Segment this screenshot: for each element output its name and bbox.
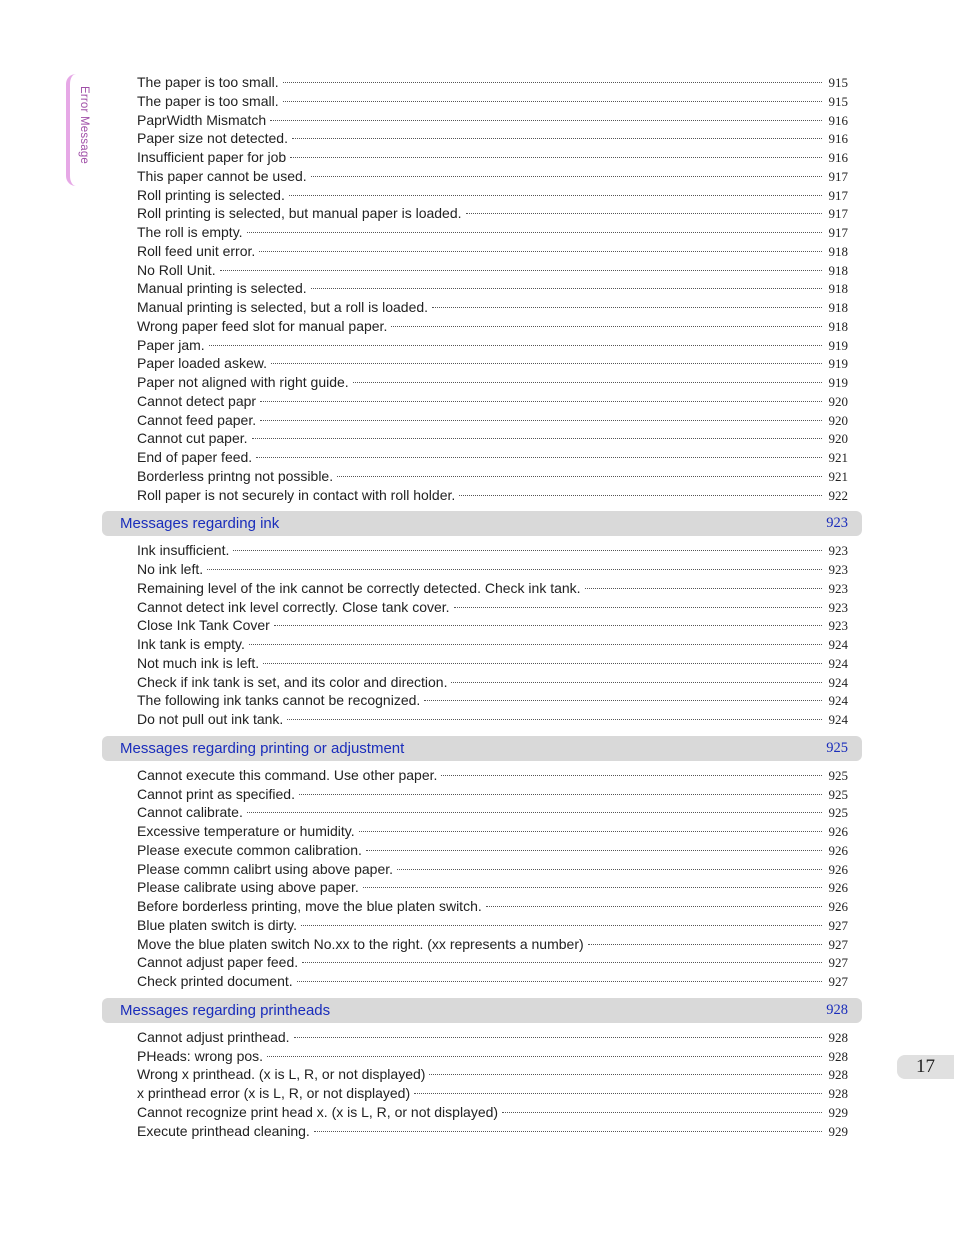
dot-leader (271, 363, 822, 364)
dot-leader (260, 420, 822, 421)
toc-entry[interactable] (102, 223, 862, 242)
dot-leader (297, 981, 822, 982)
entry-page: 919 (828, 337, 848, 353)
section-page: 923 (826, 515, 848, 532)
entry-title: Insufficient paper for job (137, 149, 287, 165)
toc-entry[interactable] (102, 953, 862, 972)
dot-leader (366, 850, 822, 851)
toc-entry[interactable] (102, 373, 862, 392)
toc-entry[interactable] (102, 336, 862, 355)
dot-leader (220, 270, 822, 271)
entry-page: 917 (828, 168, 848, 184)
dot-leader (274, 625, 822, 626)
dot-leader (252, 438, 822, 439)
entry-page: 918 (828, 281, 848, 297)
entry-page: 918 (828, 262, 848, 278)
entry-title: Cannot adjust paper feed. (137, 954, 299, 971)
entry-page: 918 (828, 243, 848, 259)
entry-page: 926 (828, 842, 848, 858)
table-of-contents (102, 73, 862, 1140)
side-tab-label: Error Message (78, 86, 90, 165)
section-title: Messages regarding ink (120, 515, 280, 533)
entry-title: Cannot print as specified. (137, 785, 295, 802)
entry-page: 921 (828, 468, 848, 484)
entry-title: Cannot cut paper. (137, 430, 248, 447)
entry-title: Please calibrate using above paper. (137, 879, 359, 896)
entry-page: 926 (828, 880, 848, 896)
entry-page: 915 (828, 75, 848, 90)
dot-leader (289, 195, 822, 196)
entry-title: Ink tank is empty. (137, 636, 245, 652)
dot-leader (299, 794, 822, 795)
dot-leader (454, 607, 822, 608)
dot-leader (302, 962, 822, 963)
entry-title: Cannot detect ink level correctly. Close tank cover. (137, 598, 450, 615)
entry-page: 927 (828, 936, 848, 952)
entry-page: 923 (828, 580, 848, 596)
toc-entry[interactable] (102, 298, 862, 317)
entry-page: 920 (828, 431, 848, 447)
entry-title: PaprWidth Mismatch (137, 111, 267, 128)
entry-title: Check printed document. (137, 973, 293, 989)
toc-entry[interactable] (102, 279, 862, 298)
entry-title: Cannot adjust printhead. (137, 1028, 290, 1045)
entry-page: 927 (828, 974, 848, 989)
entry-title: The following ink tanks cannot be recognized. (137, 692, 421, 709)
dot-leader (290, 157, 822, 158)
entry-title: Cannot detect papr (137, 392, 257, 409)
toc-entry[interactable] (102, 92, 862, 111)
entry-title: Paper loaded askew. (137, 355, 267, 372)
entry-page: 919 (828, 375, 848, 390)
toc-entry[interactable] (102, 803, 862, 822)
entry-page: 924 (828, 693, 848, 709)
entry-title: Borderless printng not possible. (137, 467, 334, 484)
dot-leader (207, 569, 822, 570)
toc-entry[interactable] (102, 541, 862, 560)
entry-title: No ink left. (137, 561, 204, 577)
dot-leader (233, 550, 822, 551)
dot-leader (209, 345, 822, 346)
entry-title: Close Ink Tank Cover (137, 617, 270, 634)
section-title: Messages regarding printheads (120, 1001, 331, 1019)
toc-entry[interactable] (102, 616, 862, 635)
dot-leader (259, 251, 822, 252)
toc-entry[interactable] (102, 916, 862, 935)
entry-title: Excessive temperature or humidity. (137, 823, 355, 839)
entry-page: 916 (828, 131, 848, 147)
dot-leader (337, 476, 822, 477)
entry-title: Before borderless printing, move the blue platen switch. (137, 898, 482, 914)
entry-title: Roll printing is selected. (137, 186, 285, 203)
toc-entry[interactable] (102, 486, 862, 505)
entry-title: Execute printhead cleaning. (137, 1122, 310, 1139)
dot-leader (585, 588, 822, 589)
toc-entry[interactable] (102, 822, 862, 841)
entry-page: 925 (828, 767, 848, 783)
entry-page: 918 (828, 318, 848, 334)
entry-page: 915 (828, 93, 848, 109)
entry-page: 916 (828, 112, 848, 128)
dot-leader (397, 869, 822, 870)
entry-title: Move the blue platen switch No.xx to the right. (xx represents a number) (137, 935, 584, 952)
entry-title: Roll paper is not securely in contact with roll holder. (137, 486, 456, 503)
entry-title: The roll is empty. (137, 224, 243, 240)
dot-leader (249, 644, 822, 645)
entry-title: No Roll Unit. (137, 261, 216, 278)
dot-leader (353, 382, 822, 383)
dot-leader (301, 925, 822, 926)
entry-title: Wrong x printhead. (x is L, R, or not displayed) (137, 1066, 426, 1083)
toc-entry[interactable] (102, 167, 862, 186)
dot-leader (260, 401, 822, 402)
dot-leader (588, 944, 822, 945)
toc-entry[interactable] (102, 204, 862, 223)
dot-leader (270, 120, 822, 121)
entry-page: 928 (828, 1086, 848, 1101)
dot-leader (451, 682, 822, 683)
entry-page: 927 (828, 955, 848, 971)
entry-title: Manual printing is selected. (137, 280, 307, 297)
entry-title: Roll printing is selected, but manual paper is loaded. (137, 205, 462, 222)
entry-page: 926 (828, 824, 848, 839)
entry-title: Paper size not detected. (137, 130, 288, 147)
entry-title: The paper is too small. (137, 74, 279, 90)
toc-entry[interactable] (102, 261, 862, 280)
entry-page: 919 (828, 356, 848, 372)
toc-entry[interactable] (102, 73, 862, 92)
toc-entry[interactable] (102, 186, 862, 205)
toc-entry[interactable] (102, 878, 862, 897)
toc-entry[interactable] (102, 972, 862, 991)
entry-title: Do not pull out ink tank. (137, 711, 284, 727)
entry-title: Remaining level of the ink cannot be correctly detected. Check ink tank. (137, 579, 581, 596)
toc-entry[interactable] (102, 579, 862, 598)
toc-entry[interactable] (102, 411, 862, 430)
entry-title: Paper not aligned with right guide. (137, 374, 349, 390)
toc-entry[interactable] (102, 148, 862, 167)
entry-page: 924 (828, 655, 848, 671)
dot-leader (459, 495, 822, 496)
section-page: 925 (826, 739, 848, 756)
dot-leader (414, 1093, 822, 1094)
toc-entry[interactable] (102, 766, 862, 785)
entry-title: Paper jam. (137, 336, 205, 353)
toc-entry[interactable] (102, 935, 862, 954)
dot-leader (287, 719, 822, 720)
dot-leader (432, 307, 822, 308)
dot-leader (283, 82, 822, 83)
entry-title: Blue platen switch is dirty. (137, 916, 298, 933)
entry-page: 928 (828, 1067, 848, 1083)
entry-title: The paper is too small. (137, 92, 279, 109)
toc-entry[interactable] (102, 392, 862, 411)
dot-leader (502, 1112, 822, 1113)
toc-entry[interactable] (102, 1103, 862, 1122)
entry-page: 928 (828, 1029, 848, 1045)
entry-title: This paper cannot be used. (137, 167, 307, 184)
dot-leader (294, 1037, 822, 1038)
entry-title: x printhead error (x is L, R, or not displayed) (137, 1085, 411, 1101)
toc-entry[interactable] (102, 710, 862, 729)
entry-page: 929 (828, 1104, 848, 1120)
toc-entry[interactable] (102, 129, 862, 148)
toc-entry[interactable] (102, 242, 862, 261)
entry-title: Cannot recognize print head x. (x is L, R, or not displayed) (137, 1103, 499, 1120)
dot-leader (391, 326, 822, 327)
entry-title: Please execute common calibration. (137, 841, 362, 858)
entry-title: Manual printing is selected, but a roll is loaded. (137, 299, 429, 315)
entry-page: 923 (828, 562, 848, 577)
page-number: 17 (897, 1055, 954, 1079)
entry-page: 925 (828, 786, 848, 802)
toc-entry[interactable] (102, 598, 862, 617)
entry-page: 922 (828, 487, 848, 503)
entry-page: 926 (828, 899, 848, 914)
toc-entry[interactable] (102, 897, 862, 916)
entry-page: 921 (828, 450, 848, 465)
dot-leader (311, 176, 822, 177)
dot-leader (363, 887, 822, 888)
entry-page: 926 (828, 861, 848, 877)
dot-leader (441, 775, 822, 776)
entry-page: 924 (828, 674, 848, 690)
dot-leader (314, 1131, 822, 1132)
entry-title: Check if ink tank is set, and its color and direction. (137, 673, 448, 690)
toc-entry[interactable] (102, 1028, 862, 1047)
entry-title: Ink insufficient. (137, 542, 230, 559)
entry-page: 923 (828, 543, 848, 559)
dot-leader (263, 663, 822, 664)
toc-entry[interactable] (102, 429, 862, 448)
entry-page: 918 (828, 300, 848, 315)
entry-title: PHeads: wrong pos. (137, 1047, 264, 1064)
dot-leader (359, 831, 822, 832)
dot-leader (283, 101, 822, 102)
dot-leader (247, 232, 822, 233)
entry-page: 917 (828, 206, 848, 222)
entry-page: 917 (828, 225, 848, 240)
toc-entry[interactable] (102, 841, 862, 860)
entry-page: 929 (828, 1123, 848, 1139)
dot-leader (267, 1056, 822, 1057)
entry-page: 920 (828, 412, 848, 428)
entry-page: 923 (828, 618, 848, 634)
entry-page: 916 (828, 150, 848, 165)
entry-title: Cannot execute this command. Use other paper. (137, 766, 438, 783)
entry-page: 924 (828, 712, 848, 727)
dot-leader (256, 457, 822, 458)
entry-page: 920 (828, 393, 848, 409)
section-page: 928 (826, 1001, 848, 1018)
toc-entry[interactable] (102, 448, 862, 467)
toc-entry[interactable] (102, 635, 862, 654)
toc-entry[interactable] (102, 467, 862, 486)
toc-section-heading[interactable] (102, 736, 862, 761)
entry-page: 928 (828, 1048, 848, 1064)
dot-leader (429, 1074, 822, 1075)
toc-entry[interactable] (102, 1065, 862, 1084)
toc-entry[interactable] (102, 673, 862, 692)
dot-leader (424, 700, 822, 701)
section-title: Messages regarding printing or adjustment (120, 739, 405, 757)
entry-page: 925 (828, 805, 848, 821)
toc-entry[interactable] (102, 354, 862, 373)
entry-title: Not much ink is left. (137, 654, 260, 671)
toc-entry[interactable] (102, 111, 862, 130)
entry-title: End of paper feed. (137, 449, 253, 465)
toc-entry[interactable] (102, 560, 862, 579)
toc-entry[interactable] (102, 785, 862, 804)
toc-entry[interactable] (102, 654, 862, 673)
dot-leader (466, 213, 822, 214)
entry-title: Cannot feed paper. (137, 411, 257, 428)
toc-entry[interactable] (102, 1047, 862, 1066)
toc-entry[interactable] (102, 860, 862, 879)
entry-page: 917 (828, 187, 848, 203)
toc-section-heading[interactable] (102, 998, 862, 1023)
entry-title: Wrong paper feed slot for manual paper. (137, 317, 388, 334)
dot-leader (247, 812, 822, 813)
dot-leader (292, 138, 822, 139)
entry-page: 924 (828, 637, 848, 652)
toc-entry[interactable] (102, 317, 862, 336)
dot-leader (486, 906, 822, 907)
entry-title: Please commn calibrt using above paper. (137, 860, 394, 877)
entry-page: 927 (828, 917, 848, 933)
toc-entry[interactable] (102, 1084, 862, 1103)
toc-entry[interactable] (102, 691, 862, 710)
entry-title: Roll feed unit error. (137, 242, 256, 259)
toc-entry[interactable] (102, 1122, 862, 1141)
toc-section-heading[interactable] (102, 511, 862, 536)
entry-page: 923 (828, 599, 848, 615)
dot-leader (311, 288, 822, 289)
entry-title: Cannot calibrate. (137, 804, 243, 821)
